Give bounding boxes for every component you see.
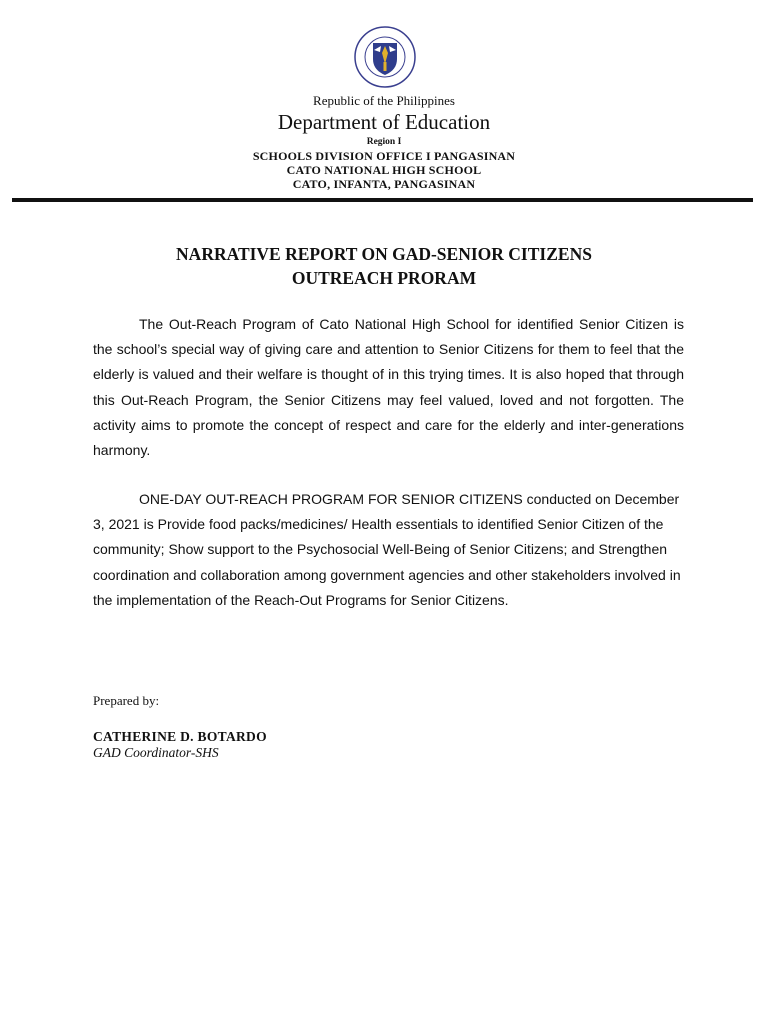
header-divider [12, 198, 753, 202]
school-name: CATO NATIONAL HIGH SCHOOL [286, 163, 482, 177]
signer-name: CATHERINE D. BOTARDO [93, 729, 267, 744]
report-title-line-1: NARRATIVE REPORT ON GAD-SENIOR CITIZENS [176, 244, 592, 264]
school-address: CATO, INFANTA, PANGASINAN [292, 177, 476, 191]
division-office: SCHOOLS DIVISION OFFICE I PANGASINAN [252, 149, 516, 163]
republic-label: Republic of the Philippines [313, 93, 455, 108]
body-paragraph-1: The Out-Reach Program of Cato National High School for identified Senior Citizen is the school’s special way of giving care and attention to Senior Citizens for them to feel that the elderly is valued and their welfare is thought of in this trying times. It is also hoped that through this Out-Reach Program, the Senior Citizens may feel valued, loved and not forgotten. The activity aims to promote the concept of respect and care for the elderly and inter-generations harmony. [93, 316, 684, 459]
seal-graphic [354, 26, 416, 88]
region-label: Region I [366, 137, 402, 147]
report-title [0, 242, 768, 290]
prepared-by-label: Prepared by: [93, 693, 160, 708]
department-name: Department of Education [277, 110, 491, 134]
body-paragraph-2: ONE-DAY OUT-REACH PROGRAM FOR SENIOR CITIZENS conducted on December 3, 2021 is Provide food packs/medicines/ Health essentials to identified Senior Citizen of the community; Show support to the Psychosocial Well-Being of Senior Citizens; and Strengthen coordination and collaboration among government agencies and other stakeholders involved in the implementation of the Reach-Out Programs for Senior Citizens. [93, 491, 681, 608]
deped-seal-icon [354, 26, 416, 88]
signer-role: GAD Coordinator-SHS [93, 745, 219, 760]
report-title-line-2: OUTREACH PRORAM [291, 268, 477, 288]
